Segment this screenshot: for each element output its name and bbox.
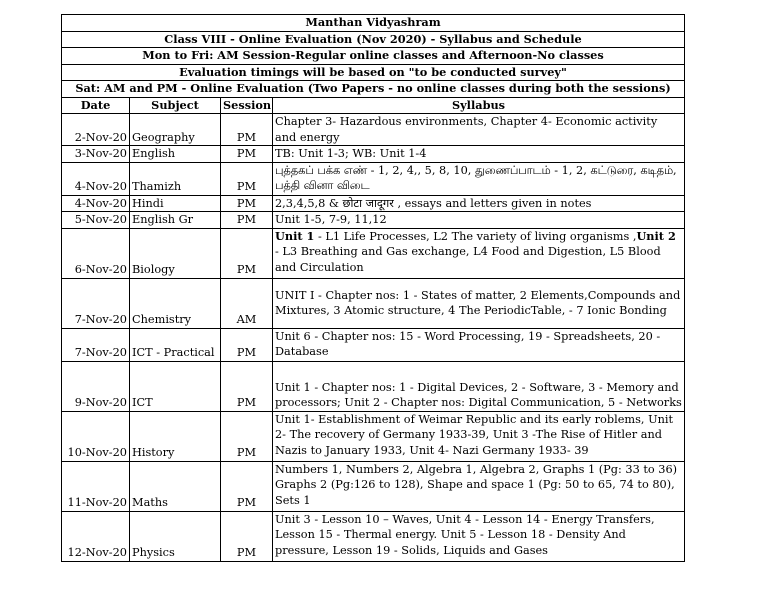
session-cell: PM <box>221 114 273 146</box>
syllabus-cell: Unit 6 - Chapter nos: 15 - Word Processing, 19 - Spreadsheets, 20 - Database <box>273 328 685 361</box>
table-row <box>62 114 685 146</box>
column-header-row <box>62 97 685 114</box>
table-row <box>62 361 685 411</box>
unit-1-label: Unit 1 <box>275 228 315 243</box>
subject-cell: History <box>130 411 221 461</box>
date-cell: 9-Nov-20 <box>62 361 130 411</box>
session-cell: PM <box>221 328 273 361</box>
header-row-title <box>62 31 685 48</box>
session-cell: PM <box>221 228 273 278</box>
unit-2-label: Unit 2 <box>636 228 676 243</box>
session-cell: PM <box>221 511 273 561</box>
weekdays-note: Mon to Fri: AM Session-Regular online classes and Afternoon-No classes <box>62 48 685 65</box>
subject-cell: Biology <box>130 228 221 278</box>
date-cell: 7-Nov-20 <box>62 328 130 361</box>
column-header-syllabus: Syllabus <box>273 97 685 114</box>
table-row <box>62 411 685 461</box>
table-row <box>62 162 685 195</box>
session-cell: PM <box>221 162 273 195</box>
date-cell: 12-Nov-20 <box>62 511 130 561</box>
table-row <box>62 146 685 163</box>
syllabus-cell: Unit 3 - Lesson 10 – Waves, Unit 4 - Lesson 14 - Energy Transfers, Lesson 15 - Thermal energy. Unit 5 - Lesson 18 - Density And pressure, Lesson 19 - Solids, Liquids and Gases <box>273 511 685 561</box>
column-header-session: Session <box>221 97 273 114</box>
date-cell: 2-Nov-20 <box>62 114 130 146</box>
table-row <box>62 212 685 229</box>
syllabus-cell: Numbers 1, Numbers 2, Algebra 1, Algebra 2, Graphs 1 (Pg: 33 to 36) Graphs 2 (Pg:126 to 128), Shape and space 1 (Pg: 50 to 65, 74 to 80), Sets 1 <box>273 461 685 511</box>
syllabus-cell: 2,3,4,5,8 & छोटा जादूगर , essays and letters given in notes <box>273 195 685 212</box>
date-cell: 5-Nov-20 <box>62 212 130 229</box>
session-cell: PM <box>221 212 273 229</box>
column-header-date: Date <box>62 97 130 114</box>
syllabus-cell: TB: Unit 1-3; WB: Unit 1-4 <box>273 146 685 163</box>
syllabus-cell <box>273 228 685 278</box>
session-cell: PM <box>221 461 273 511</box>
table-row <box>62 228 685 278</box>
subject-cell: Geography <box>130 114 221 146</box>
syllabus-cell: Unit 1 - Chapter nos: 1 - Digital Devices, 2 - Software, 3 - Memory and processors; Unit 2 - Chapter nos: Digital Communication, 5 - Networks <box>273 361 685 411</box>
session-cell: AM <box>221 278 273 328</box>
syllabus-cell: UNIT I - Chapter nos: 1 - States of matter, 2 Elements,Compounds and Mixtures, 3 Atomic structure, 4 The PeriodicTable, - 7 Ionic Bonding <box>273 278 685 328</box>
header-row-saturday <box>62 81 685 98</box>
session-cell: PM <box>221 411 273 461</box>
table-row <box>62 328 685 361</box>
syllabus-text-part-2: - L3 Breathing and Gas exchange, L4 Food and Digestion, L5 Blood and Circulation <box>275 245 661 274</box>
syllabus-cell: புத்தகப் பக்க எண் - 1, 2, 4,, 5, 8, 10, துணைப்பாடம் - 1, 2, கட்டுரை, கடிதம், பத்தி வினா விடை <box>273 162 685 195</box>
document-title: Class VIII - Online Evaluation (Nov 2020) - Syllabus and Schedule <box>62 31 685 48</box>
header-row-school <box>62 15 685 32</box>
header-row-weekdays <box>62 48 685 65</box>
date-cell: 11-Nov-20 <box>62 461 130 511</box>
date-cell: 6-Nov-20 <box>62 228 130 278</box>
subject-cell: Physics <box>130 511 221 561</box>
timing-note: Evaluation timings will be based on "to be conducted survey" <box>62 64 685 81</box>
date-cell: 7-Nov-20 <box>62 278 130 328</box>
table-row <box>62 195 685 212</box>
subject-cell: Hindi <box>130 195 221 212</box>
date-cell: 3-Nov-20 <box>62 146 130 163</box>
syllabus-text-part-1: - L1 Life Processes, L2 The variety of living organisms , <box>314 229 637 243</box>
syllabus-schedule-table <box>61 14 685 562</box>
subject-cell: English <box>130 146 221 163</box>
table-row <box>62 278 685 328</box>
subject-cell: ICT - Practical <box>130 328 221 361</box>
table-row <box>62 511 685 561</box>
syllabus-cell: Unit 1- Establishment of Weimar Republic and its early roblems, Unit 2- The recovery of Germany 1933-39, Unit 3 -The Rise of Hitler and Nazis to January 1933, Unit 4- Nazi Germany 1933- 39 <box>273 411 685 461</box>
subject-cell: Thamizh <box>130 162 221 195</box>
date-cell: 4-Nov-20 <box>62 195 130 212</box>
header-row-timing <box>62 64 685 81</box>
session-cell: PM <box>221 146 273 163</box>
session-cell: PM <box>221 361 273 411</box>
subject-cell: ICT <box>130 361 221 411</box>
column-header-subject: Subject <box>130 97 221 114</box>
date-cell: 10-Nov-20 <box>62 411 130 461</box>
subject-cell: Maths <box>130 461 221 511</box>
saturday-note: Sat: AM and PM - Online Evaluation (Two Papers - no online classes during both the sessions) <box>62 81 685 98</box>
syllabus-cell: Unit 1-5, 7-9, 11,12 <box>273 212 685 229</box>
subject-cell: English Gr <box>130 212 221 229</box>
table-row <box>62 461 685 511</box>
school-name: Manthan Vidyashram <box>62 15 685 32</box>
syllabus-cell: Chapter 3- Hazardous environments, Chapter 4- Economic activity and energy <box>273 114 685 146</box>
date-cell: 4-Nov-20 <box>62 162 130 195</box>
subject-cell: Chemistry <box>130 278 221 328</box>
session-cell: PM <box>221 195 273 212</box>
